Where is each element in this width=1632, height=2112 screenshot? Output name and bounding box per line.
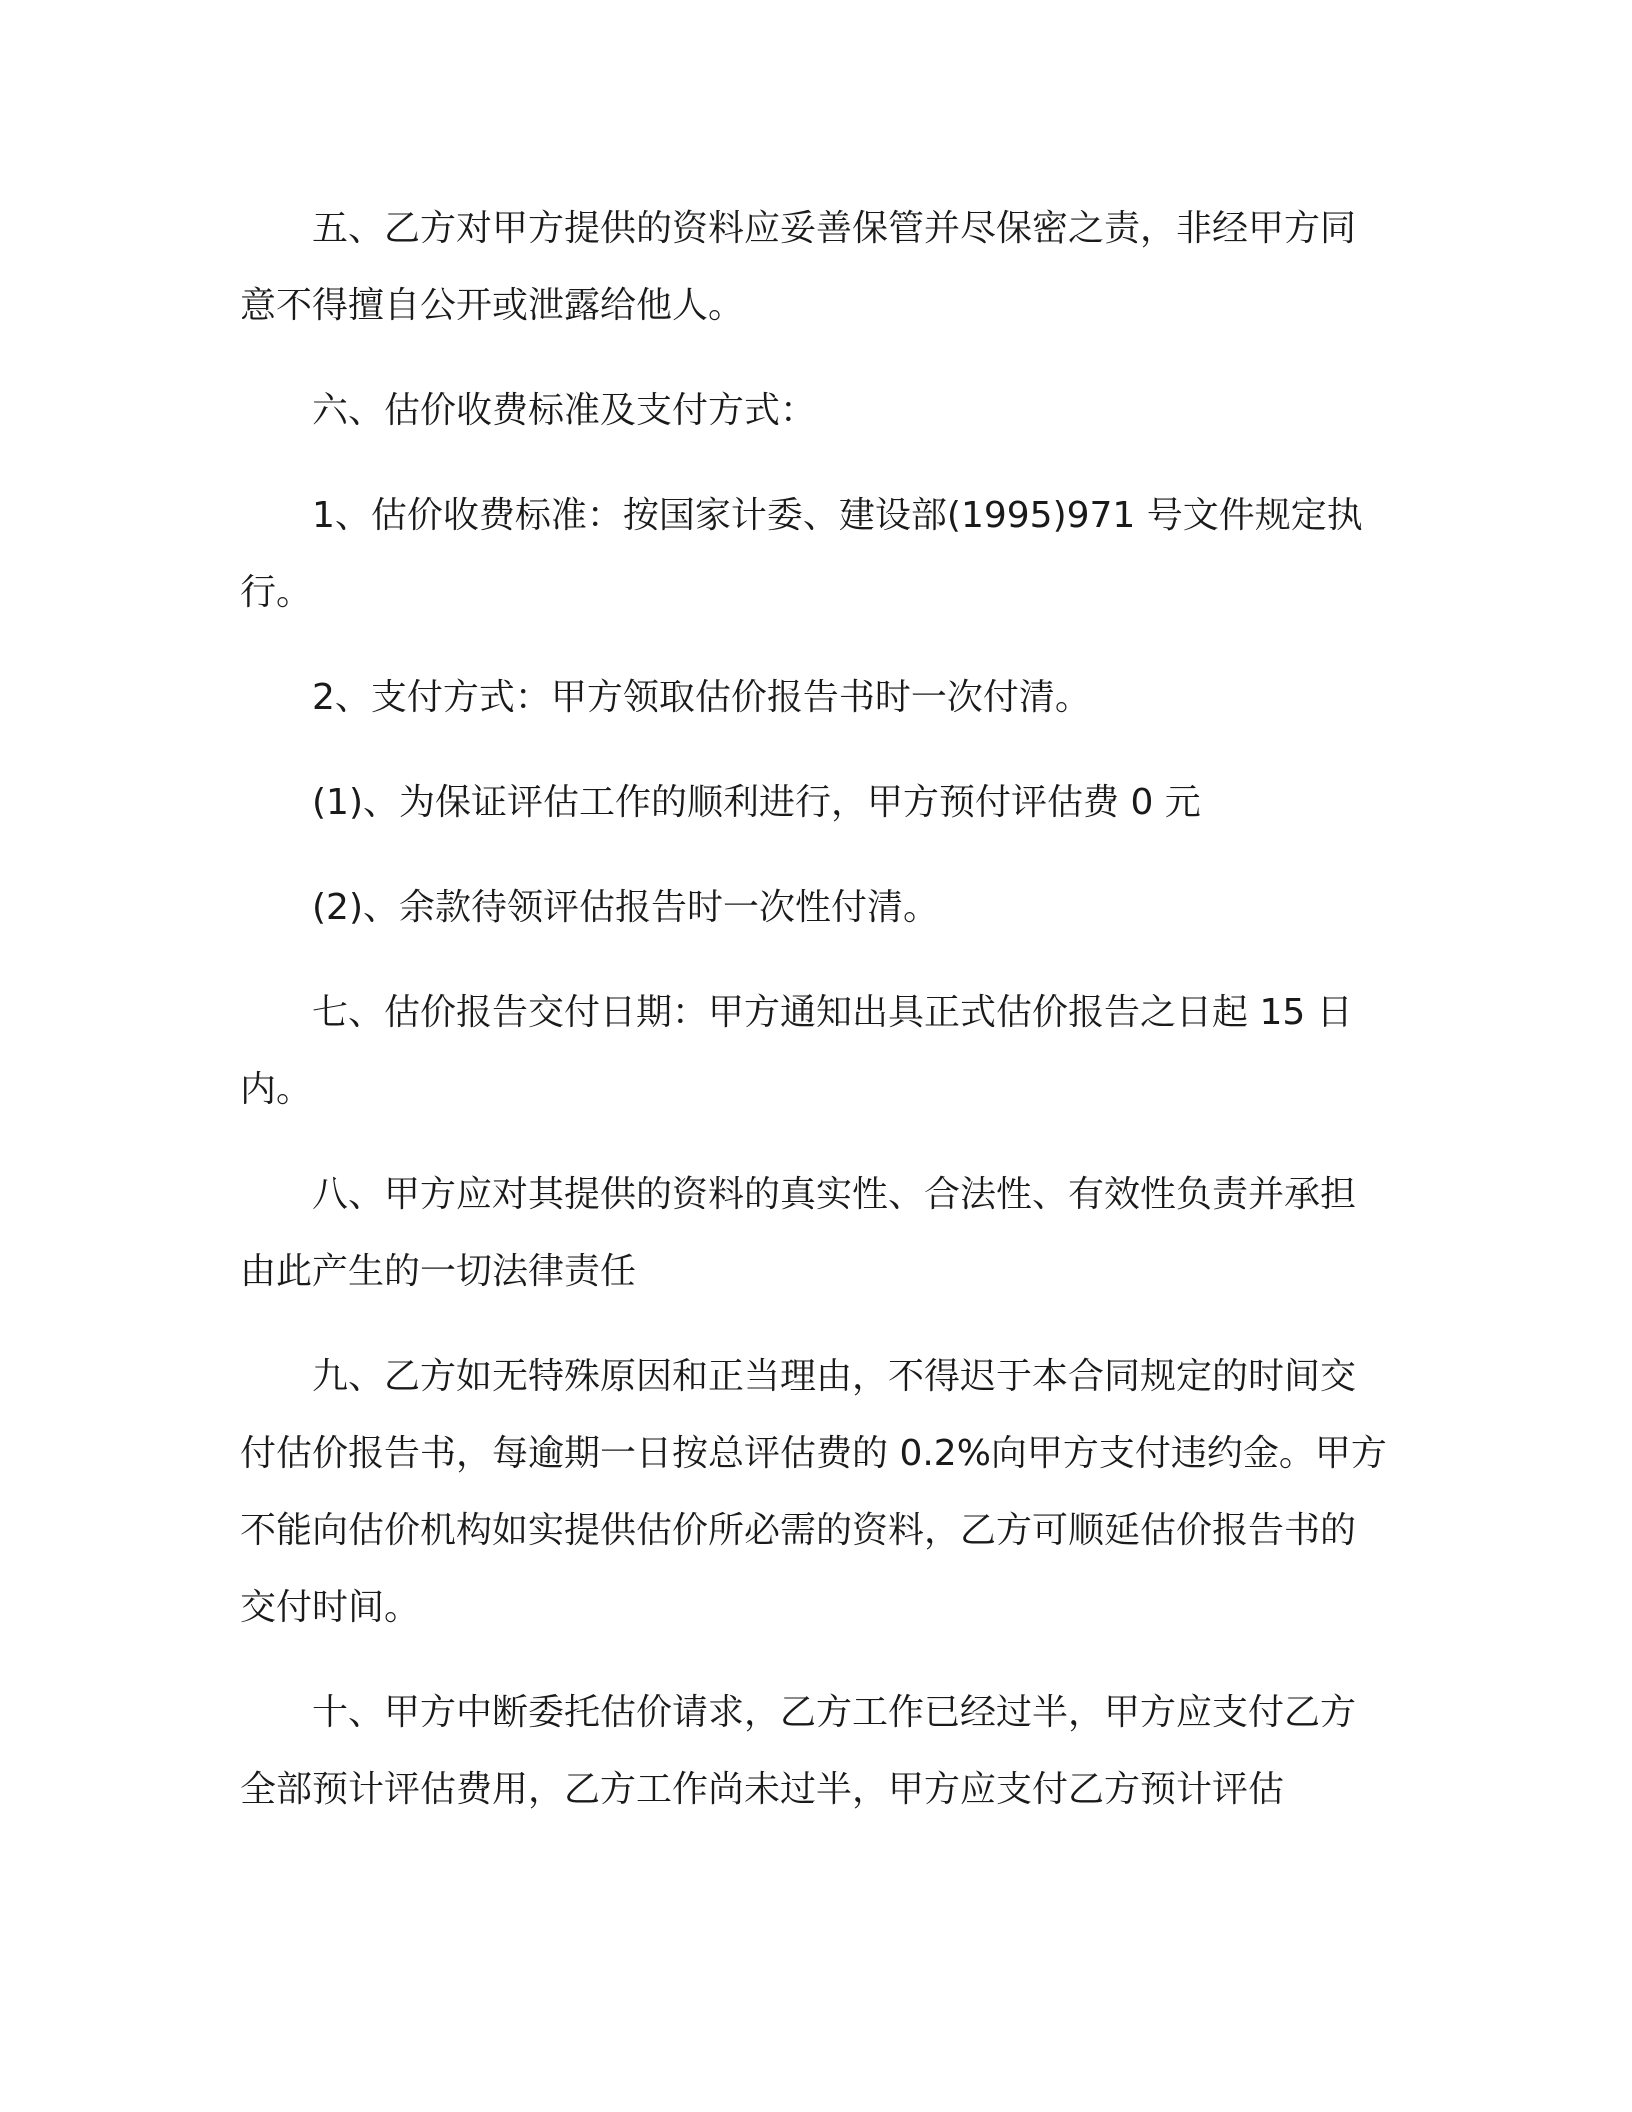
clause-9: 九、乙方如无特殊原因和正当理由，不得迟于本合同规定的时间交付估价报告书，每逾期一日按总评估费的 0.2%向甲方支付违约金。甲方不能向估价机构如实提供估价所必需的资料，乙方可顺延估价报告书的交付时间。 <box>240 1356 1387 1628</box>
clause-6-heading: 六、估价收费标准及支付方式： <box>312 390 817 431</box>
document-body <box>240 190 1390 1856</box>
clause-7: 七、估价报告交付日期：甲方通知出具正式估价报告之日起 15 日内。 <box>240 992 1353 1110</box>
clause-6-item-2-sub-2: (2)、余款待领评估报告时一次性付清。 <box>312 887 939 928</box>
clause-6-item-1: 1、估价收费标准：按国家计委、建设部(1995)971 号文件规定执行。 <box>240 495 1363 613</box>
clause-6-item-2: 2、支付方式：甲方领取估价报告书时一次付清。 <box>312 677 1091 718</box>
clause-8: 八、甲方应对其提供的资料的真实性、合法性、有效性负责并承担由此产生的一切法律责任 <box>240 1174 1357 1292</box>
clause-6-item-2-sub-1: (1)、为保证评估工作的顺利进行，甲方预付评估费 0 元 <box>312 782 1201 823</box>
clause-10: 十、甲方中断委托估价请求，乙方工作已经过半，甲方应支付乙方全部预计评估费用，乙方工作尚未过半，甲方应支付乙方预计评估 <box>240 1692 1357 1810</box>
clause-5: 五、乙方对甲方提供的资料应妥善保管并尽保密之责，非经甲方同意不得擅自公开或泄露给他人。 <box>240 208 1357 326</box>
